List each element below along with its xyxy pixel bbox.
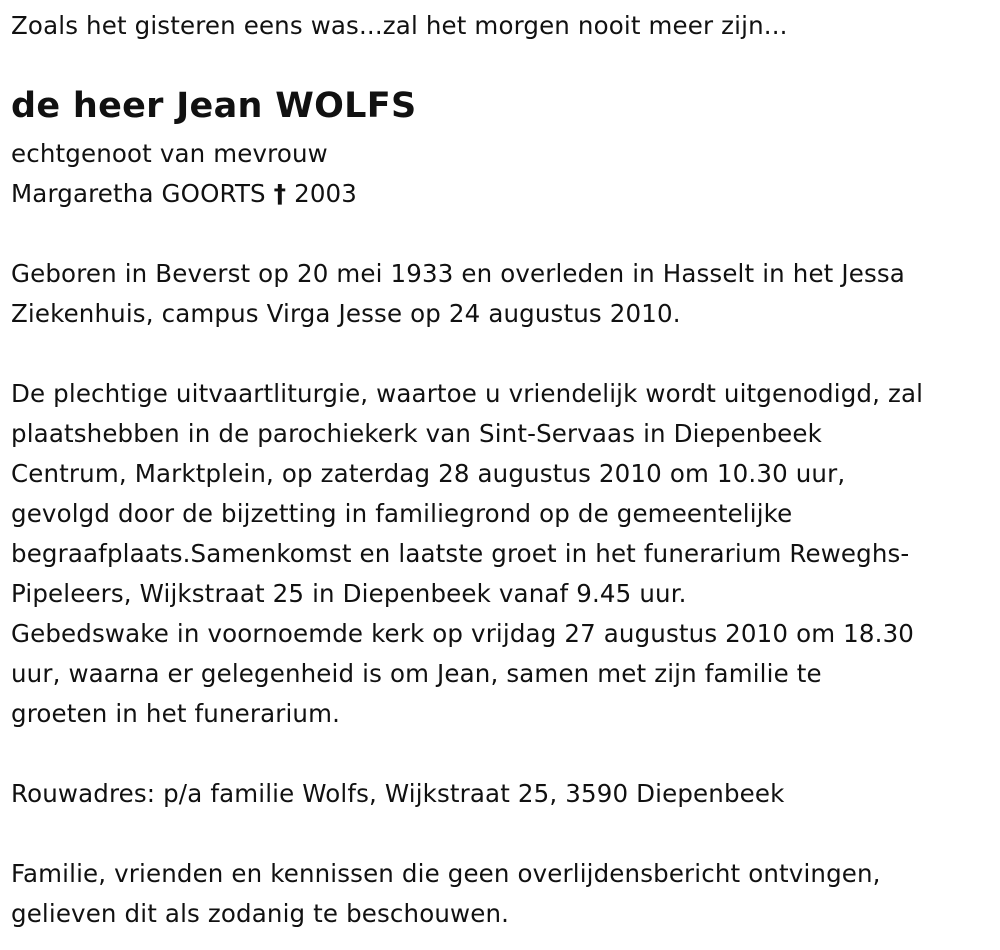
spouse-death-year: 2003: [294, 179, 358, 208]
birth-death-section: [11, 254, 905, 334]
birth-line-1: Geboren in Beverst op 20 mei 1933 en overleden in Hasselt in het Jessa: [11, 259, 905, 288]
closing-line-1: Familie, vrienden en kennissen die geen overlijdensbericht ontvingen,: [11, 859, 881, 888]
mourning-address-section: [11, 774, 784, 814]
funeral-line: De plechtige uitvaartliturgie, waartoe u vriendelijk wordt uitgenodigd, zal: [11, 379, 924, 408]
spouse-line-1: echtgenoot van mevrouw: [11, 139, 328, 168]
funeral-line: groeten in het funerarium.: [11, 699, 341, 728]
funeral-section: [11, 374, 923, 734]
funeral-line: Pipeleers, Wijkstraat 25 in Diepenbeek vanaf 9.45 uur.: [11, 579, 687, 608]
closing-line-2: gelieven dit als zodanig te beschouwen.: [11, 899, 510, 928]
closing-section: [11, 854, 881, 934]
spouse-name: Margaretha GOORTS: [11, 179, 266, 208]
funeral-line: plaatshebben in de parochiekerk van Sint-Servaas in Diepenbeek: [11, 419, 822, 448]
cross-icon: †: [273, 179, 287, 208]
funeral-line: uur, waarna er gelegenheid is om Jean, samen met zijn familie te: [11, 659, 822, 688]
mourning-address: Rouwadres: p/a familie Wolfs, Wijkstraat 25, 3590 Diepenbeek: [11, 779, 785, 808]
motto-text: Zoals het gisteren eens was...zal het morgen nooit meer zijn...: [11, 11, 788, 40]
spouse-line-2: [11, 174, 357, 214]
funeral-line: gevolgd door de bijzetting in familiegrond op de gemeentelijke: [11, 499, 793, 528]
birth-line-2: Ziekenhuis, campus Virga Jesse op 24 augustus 2010.: [11, 299, 681, 328]
funeral-line: begraafplaats.Samenkomst en laatste groet in het funerarium Reweghs-: [11, 539, 910, 568]
funeral-line: Gebedswake in voornoemde kerk op vrijdag 27 augustus 2010 om 18.30: [11, 619, 915, 648]
spouse-section: [11, 134, 357, 214]
deceased-name: de heer Jean WOLFS: [11, 86, 417, 126]
funeral-line: Centrum, Marktplein, op zaterdag 28 augustus 2010 om 10.30 uur,: [11, 459, 846, 488]
